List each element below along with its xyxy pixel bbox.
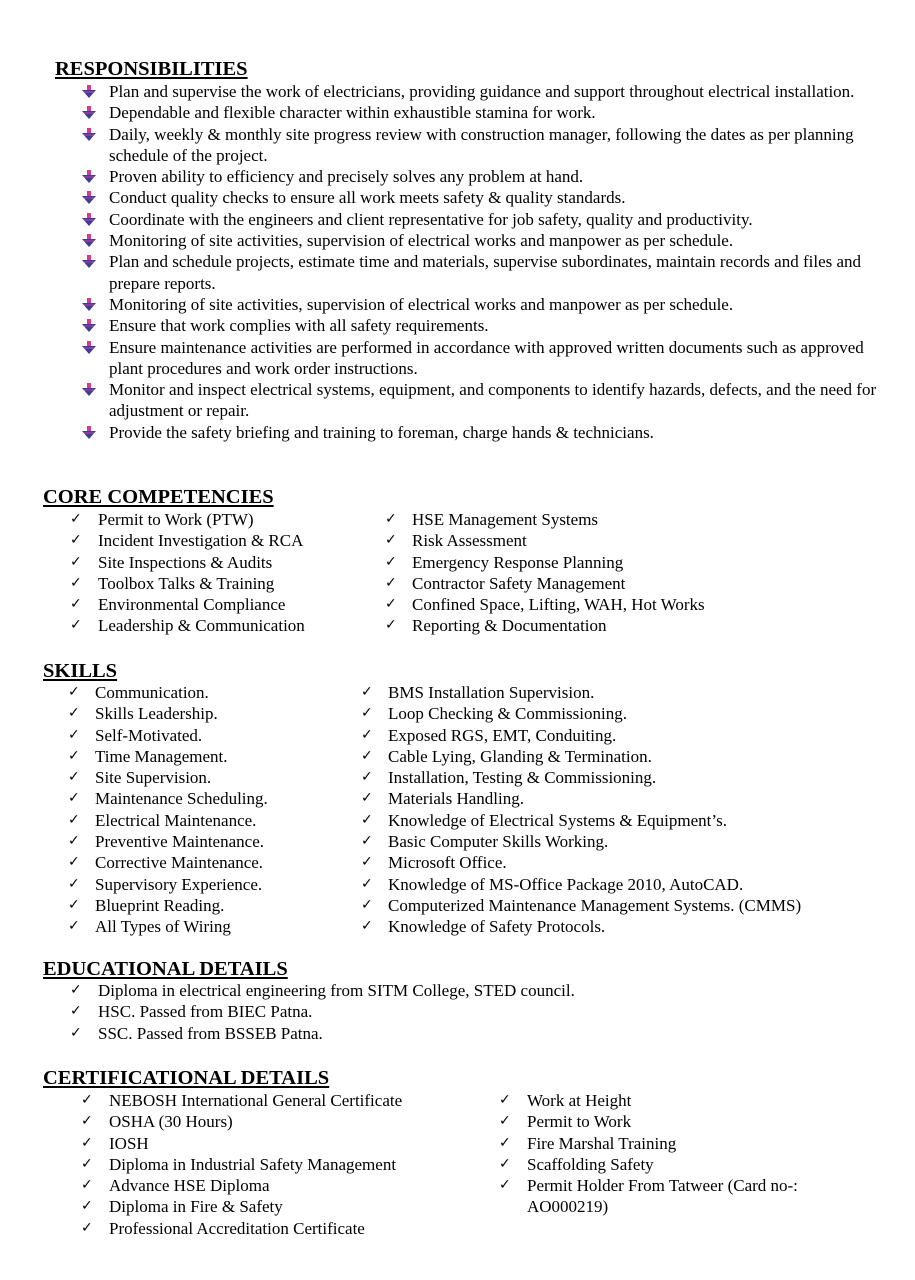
checklist-text: Cable Lying, Glanding & Termination. — [388, 746, 652, 766]
checklist-item — [499, 1133, 879, 1154]
checkmark-icon: ✓ — [68, 747, 80, 764]
checkmark-icon: ✓ — [68, 811, 80, 828]
arrow-down-bullet-icon — [82, 319, 96, 333]
checklist-text: HSE Management Systems — [412, 510, 599, 529]
checklist-text: Basic Computer Skills Working. — [388, 832, 609, 852]
checkmark-icon: ✓ — [499, 1134, 511, 1151]
checkmark-icon: ✓ — [81, 1198, 93, 1215]
checklist-item — [361, 831, 901, 852]
checklist-text: Knowledge of Safety Protocols. — [388, 917, 606, 937]
skills-heading: SKILLS — [43, 660, 118, 682]
checkmark-icon: ✓ — [361, 833, 373, 850]
checkmark-icon: ✓ — [81, 1177, 93, 1194]
responsibility-text: Monitoring of site activities, supervision of electrical works and manpower as per schedule. — [109, 294, 734, 314]
checklist-text: Advance HSE Diploma — [109, 1176, 270, 1196]
responsibility-item — [55, 209, 895, 230]
checkmark-icon: ✓ — [70, 982, 82, 998]
checklist-text: Knowledge of MS-Office Package 2010, AutoCAD. — [388, 874, 744, 894]
checklist-text: Reporting & Documentation — [412, 616, 607, 636]
responsibility-text: Ensure maintenance activities are performed in accordance with approved written documents such as approved plant procedures and work order instructions. — [109, 337, 864, 378]
checklist-item — [43, 1023, 843, 1044]
arrow-down-bullet-icon — [82, 234, 96, 248]
responsibility-text: Provide the safety briefing and training to foreman, charge hands & technicians. — [109, 422, 654, 442]
checklist-text: Communication. — [95, 683, 209, 702]
checklist-text: OSHA (30 Hours) — [109, 1112, 233, 1132]
checklist-text: Toolbox Talks & Training — [98, 573, 275, 593]
checkmark-icon: ✓ — [361, 769, 373, 786]
checkmark-icon: ✓ — [361, 918, 373, 935]
arrow-down-bullet-icon — [82, 426, 96, 440]
checklist-item — [361, 767, 901, 788]
checklist-text: Computerized Maintenance Management Systems. (CMMS) — [388, 895, 802, 915]
checklist-text: Microsoft Office. — [388, 853, 507, 873]
responsibility-item — [55, 187, 895, 208]
checklist-text: Diploma in Industrial Safety Management — [109, 1154, 397, 1174]
responsibility-text: Plan and schedule projects, estimate time and materials, supervise subordinates, maintain records and files and prepare reports. — [109, 252, 862, 293]
checklist-item — [43, 703, 343, 724]
core-competencies-left-list — [43, 509, 363, 637]
checkmark-icon: ✓ — [361, 705, 373, 722]
checkmark-icon: ✓ — [361, 896, 373, 913]
responsibility-item — [55, 315, 895, 336]
checklist-item — [43, 509, 363, 530]
checklist-text: Time Management. — [95, 746, 228, 766]
core-competencies-heading: CORE COMPETENCIES — [43, 486, 274, 508]
checkmark-icon: ✓ — [361, 747, 373, 764]
checkmark-icon: ✓ — [70, 532, 82, 549]
checklist-item — [43, 852, 343, 873]
checkmark-icon: ✓ — [385, 617, 397, 634]
responsibility-text: Monitor and inspect electrical systems, equipment, and components to identify hazards, defects, and the need for adjustment or repair. — [109, 380, 877, 421]
checklist-item — [43, 615, 363, 636]
checklist-text: Professional Accreditation Certificate — [109, 1218, 365, 1238]
education-list — [43, 980, 843, 1044]
checklist-text: IOSH — [109, 1133, 149, 1153]
checkmark-icon: ✓ — [68, 790, 80, 807]
checklist-text: Contractor Safety Management — [412, 573, 626, 593]
checklist-text: HSC. Passed from BIEC Patna. — [98, 1002, 313, 1022]
checklist-text: AO000219) — [527, 1197, 609, 1217]
responsibilities-heading: RESPONSIBILITIES — [55, 58, 248, 80]
checklist-item — [361, 703, 901, 724]
checklist-item — [361, 874, 901, 895]
checklist-item — [43, 1133, 483, 1154]
responsibility-text: Coordinate with the engineers and client representative for job safety, quality and productivity. — [109, 209, 753, 229]
checklist-text: Diploma in electrical engineering from SITM College, STED council. — [98, 981, 575, 1000]
checkmark-icon: ✓ — [70, 1024, 82, 1041]
checklist-text: Confined Space, Lifting, WAH, Hot Works — [412, 595, 705, 615]
arrow-down-bullet-icon — [82, 383, 96, 397]
checklist-item — [43, 767, 343, 788]
checklist-item — [43, 1154, 483, 1175]
checklist-item — [385, 530, 845, 551]
checklist-text: Loop Checking & Commissioning. — [388, 704, 627, 724]
checklist-item — [499, 1090, 879, 1111]
skills-right-list — [361, 682, 901, 938]
checklist-text: Permit to Work (PTW) — [98, 510, 254, 529]
arrow-down-bullet-icon — [82, 298, 96, 312]
checklist-item — [361, 810, 901, 831]
responsibility-item — [55, 294, 895, 315]
certifications-right-list — [499, 1090, 879, 1218]
checkmark-icon: ✓ — [361, 854, 373, 871]
educational-details-heading: EDUCATIONAL DETAILS — [43, 958, 288, 980]
checkmark-icon: ✓ — [68, 875, 80, 892]
checkmark-icon: ✓ — [81, 1219, 93, 1236]
checklist-item — [43, 1001, 843, 1022]
checklist-item — [361, 895, 901, 916]
checkmark-icon: ✓ — [499, 1177, 511, 1194]
checkmark-icon: ✓ — [81, 1155, 93, 1172]
responsibility-item — [55, 81, 895, 102]
checklist-item — [43, 874, 343, 895]
checklist-text: Installation, Testing & Commissioning. — [388, 768, 657, 788]
checklist-item — [43, 1175, 483, 1196]
checkmark-icon: ✓ — [68, 705, 80, 722]
checklist-text: Leadership & Communication — [98, 616, 305, 636]
responsibility-text: Ensure that work complies with all safety requirements. — [109, 316, 489, 336]
checklist-text: Risk Assessment — [412, 531, 527, 551]
core-competencies-right-list — [385, 509, 845, 637]
checkmark-icon: ✓ — [385, 596, 397, 613]
checklist-text: Skills Leadership. — [95, 704, 218, 724]
checkmark-icon: ✓ — [68, 769, 80, 786]
responsibility-text: Conduct quality checks to ensure all work meets safety & quality standards. — [109, 188, 626, 208]
checklist-item — [361, 746, 901, 767]
checkmark-icon: ✓ — [68, 854, 80, 871]
checkmark-icon: ✓ — [68, 833, 80, 850]
checklist-text: Preventive Maintenance. — [95, 832, 264, 852]
checklist-text: Environmental Compliance — [98, 595, 286, 615]
certificational-details-heading: CERTIFICATIONAL DETAILS — [43, 1067, 330, 1089]
checklist-item — [43, 1196, 483, 1217]
checklist-item — [361, 916, 901, 937]
checkmark-icon: ✓ — [70, 553, 82, 570]
checkmark-icon: ✓ — [361, 726, 373, 743]
checklist-text: Materials Handling. — [388, 789, 524, 809]
checklist-text: Corrective Maintenance. — [95, 853, 264, 873]
checklist-text: Permit to Work — [527, 1112, 632, 1132]
checklist-item — [43, 682, 343, 703]
checklist-item — [361, 852, 901, 873]
responsibility-item — [55, 166, 895, 187]
checklist-item — [43, 895, 343, 916]
arrow-down-bullet-icon — [82, 213, 96, 227]
responsibility-item — [55, 337, 895, 380]
checklist-item — [385, 552, 845, 573]
checklist-item — [499, 1111, 879, 1132]
checklist-text: Blueprint Reading. — [95, 895, 225, 915]
checklist-text: Exposed RGS, EMT, Conduiting. — [388, 725, 617, 745]
checklist-text: Maintenance Scheduling. — [95, 789, 268, 809]
checklist-item — [499, 1154, 879, 1175]
responsibility-item — [55, 379, 895, 422]
checklist-item — [43, 1218, 483, 1239]
checkmark-icon: ✓ — [361, 811, 373, 828]
checklist-text: Self-Motivated. — [95, 725, 203, 745]
arrow-down-bullet-icon — [82, 85, 96, 99]
checklist-text: Supervisory Experience. — [95, 874, 263, 894]
checklist-text: Knowledge of Electrical Systems & Equipment’s. — [388, 810, 727, 830]
checklist-text: Electrical Maintenance. — [95, 810, 257, 830]
checklist-item — [43, 1111, 483, 1132]
checkmark-icon: ✓ — [70, 617, 82, 634]
checklist-text: SSC. Passed from BSSEB Patna. — [98, 1023, 323, 1043]
responsibility-item — [55, 251, 895, 294]
checklist-text: Incident Investigation & RCA — [98, 531, 304, 551]
responsibilities-list — [55, 81, 895, 443]
checklist-item — [499, 1175, 879, 1196]
arrow-down-bullet-icon — [82, 128, 96, 142]
checklist-item — [43, 552, 363, 573]
checklist-text: Fire Marshal Training — [527, 1133, 677, 1153]
checklist-item — [361, 788, 901, 809]
arrow-down-bullet-icon — [82, 106, 96, 120]
checkmark-icon: ✓ — [81, 1134, 93, 1151]
certifications-left-list — [43, 1090, 483, 1239]
checklist-item — [361, 725, 901, 746]
responsibility-text: Daily, weekly & monthly site progress review with construction manager, following the dates as per planning schedule of the project. — [109, 124, 854, 165]
checkmark-icon: ✓ — [361, 790, 373, 807]
checkmark-icon: ✓ — [81, 1113, 93, 1130]
checklist-item — [385, 615, 845, 636]
checklist-item — [43, 746, 343, 767]
responsibility-item — [55, 422, 895, 443]
checklist-item — [43, 530, 363, 551]
checkmark-icon: ✓ — [361, 875, 373, 892]
checklist-text: Site Supervision. — [95, 768, 212, 788]
responsibility-text: Dependable and flexible character within exhaustible stamina for work. — [109, 103, 596, 123]
checkmark-icon: ✓ — [70, 574, 82, 591]
checkmark-icon: ✓ — [361, 684, 373, 700]
skills-left-list — [43, 682, 343, 938]
checkmark-icon: ✓ — [68, 918, 80, 935]
checklist-text: Emergency Response Planning — [412, 552, 624, 572]
checklist-text: Site Inspections & Audits — [98, 552, 273, 572]
checkmark-icon: ✓ — [385, 574, 397, 591]
arrow-down-bullet-icon — [82, 170, 96, 184]
checkmark-icon: ✓ — [70, 1003, 82, 1020]
arrow-down-bullet-icon — [82, 191, 96, 205]
responsibility-text: Proven ability to efficiency and precisely solves any problem at hand. — [109, 167, 584, 187]
arrow-down-bullet-icon — [82, 341, 96, 355]
checkmark-icon: ✓ — [68, 896, 80, 913]
checklist-item — [43, 916, 343, 937]
responsibility-text: Monitoring of site activities, supervision of electrical works and manpower as per schedule. — [109, 231, 734, 251]
checkmark-icon: ✓ — [68, 726, 80, 743]
checklist-item — [43, 725, 343, 746]
checklist-item — [43, 594, 363, 615]
checklist-item — [361, 682, 901, 703]
responsibility-item — [55, 102, 895, 123]
checkmark-icon: ✓ — [385, 511, 397, 527]
checkmark-icon: ✓ — [70, 596, 82, 613]
checklist-text: Work at Height — [527, 1091, 632, 1110]
arrow-down-bullet-icon — [82, 255, 96, 269]
checklist-text: Scaffolding Safety — [527, 1154, 654, 1174]
checkmark-icon: ✓ — [81, 1092, 93, 1108]
checklist-item — [43, 810, 343, 831]
checkmark-icon: ✓ — [499, 1155, 511, 1172]
checkmark-icon: ✓ — [499, 1113, 511, 1130]
responsibility-item — [55, 230, 895, 251]
checklist-text: Permit Holder From Tatweer (Card no-: — [527, 1176, 798, 1196]
checkmark-icon: ✓ — [385, 553, 397, 570]
checklist-item — [43, 980, 843, 1001]
checklist-text: BMS Installation Supervision. — [388, 683, 595, 702]
responsibility-item — [55, 124, 895, 167]
checklist-text: All Types of Wiring — [95, 917, 231, 937]
checklist-item — [385, 509, 845, 530]
checklist-item — [385, 594, 845, 615]
checklist-text: Diploma in Fire & Safety — [109, 1197, 283, 1217]
checkmark-icon: ✓ — [385, 532, 397, 549]
responsibility-text: Plan and supervise the work of electricians, providing guidance and support throughout electrical installation. — [109, 82, 855, 101]
checklist-item — [43, 788, 343, 809]
checklist-item — [43, 831, 343, 852]
checklist-item — [499, 1196, 879, 1217]
checklist-item — [43, 1090, 483, 1111]
checkmark-icon: ✓ — [70, 511, 82, 527]
checkmark-icon: ✓ — [68, 684, 80, 700]
checkmark-icon: ✓ — [499, 1092, 511, 1108]
checklist-item — [385, 573, 845, 594]
checklist-item — [43, 573, 363, 594]
checklist-text: NEBOSH International General Certificate — [109, 1091, 403, 1110]
